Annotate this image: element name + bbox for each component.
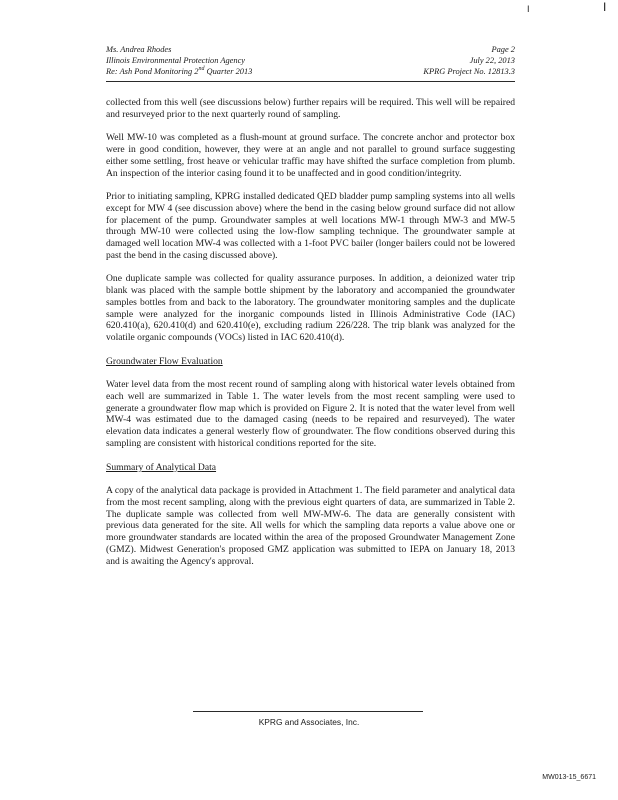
recipient-name: Ms. Andrea Rhodes xyxy=(106,45,172,54)
subject-line: Re: Ash Pond Monitoring 2nd Quarter 2013 xyxy=(106,66,253,76)
corner-mark-right: I xyxy=(603,0,607,14)
letter-header xyxy=(106,44,515,77)
corner-mark-top: I xyxy=(527,4,530,14)
section-heading-groundwater-flow: Groundwater Flow Evaluation xyxy=(106,355,223,367)
header-rule xyxy=(106,81,515,82)
project-number: KPRG Project No. 12813.3 xyxy=(423,67,515,76)
footer-company: KPRG and Associates, Inc. xyxy=(258,717,360,727)
paragraph: A copy of the analytical data package is provided in Attachment 1. The field parameter and analytical data from the most recent sampling, along with the previous eight quarters of data, are summarized in Table 2. The duplicate sample was collected from well MW-MW-6. The data are generally consistent with previous data generated for the site. All wells for which the sampling data reports a value above one or more groundwater standards are located within the area of the proposed Groundwater Management Zone (GMZ). Midwest Generation's proposed GMZ application was submitted to IEPA on January 18, 2013 and is awaiting the Agency's approval. xyxy=(106,485,515,567)
page-number: Page 2 xyxy=(491,45,515,54)
paragraph: Prior to initiating sampling, KPRG installed dedicated QED bladder pump sampling systems into all wells except for MW 4 (see discussion above) where the bend in the casing below ground surface did not allow for placement of the pump. Groundwater samples at well locations MW-1 through MW-3 and MW-5 through MW-10 were collected using the low-flow sampling technique. The groundwater sample at damaged well location MW-4 was collected with a 1-foot PVC bailer (longer bailers could not be lowered past the bend in the casing discussed above). xyxy=(106,191,515,261)
section-heading-analytical-data: Summary of Analytical Data xyxy=(106,461,217,473)
letter-date: July 22, 2013 xyxy=(469,56,515,65)
letter-body xyxy=(106,97,515,579)
footer-rule xyxy=(193,711,423,712)
recipient-agency: Illinois Environmental Protection Agency xyxy=(106,56,246,65)
paragraph: Well MW-10 was completed as a flush-mount at ground surface. The concrete anchor and protector box were in good condition, however, they were at an angle and not parallel to ground surface suggesting either some settling, frost heave or vehicular traffic may have shifted the surface completion from plumb. An inspection of the interior casing found it to be unaffected and in good condition/integrity. xyxy=(106,132,515,179)
paragraph: Water level data from the most recent round of sampling along with historical water levels obtained from each well are summarized in Table 1. The water levels from the most recent sampling were used to generate a groundwater flow map which is provided on Figure 2. It is noted that the water level from well MW-4 was estimated due to the damaged casing (needs to be repaired and resurveyed). The water elevation data indicates a general westerly flow of groundwater. The flow conditions observed during this sampling are consistent with historical conditions reported for the site. xyxy=(106,379,515,449)
paragraph: One duplicate sample was collected for quality assurance purposes. In addition, a deionized water trip blank was placed with the sample bottle shipment by the laboratory and accompanied the groundwater samples bottles from and back to the laboratory. The groundwater monitoring samples and the duplicate sample were analyzed for the inorganic compounds listed in Illinois Administrative Code (IAC) 620.410(a), 620.410(d) and 620.410(e), excluding radium 226/228. The trip blank was analyzed for the volatile organic compounds (VOCs) listed in IAC 620.410(d). xyxy=(106,273,515,343)
paragraph: collected from this well (see discussions below) further repairs will be required. This well will be repaired and resurveyed prior to the next quarterly round of sampling. xyxy=(106,97,515,120)
document-id: MW013-15_6671 xyxy=(542,774,596,781)
